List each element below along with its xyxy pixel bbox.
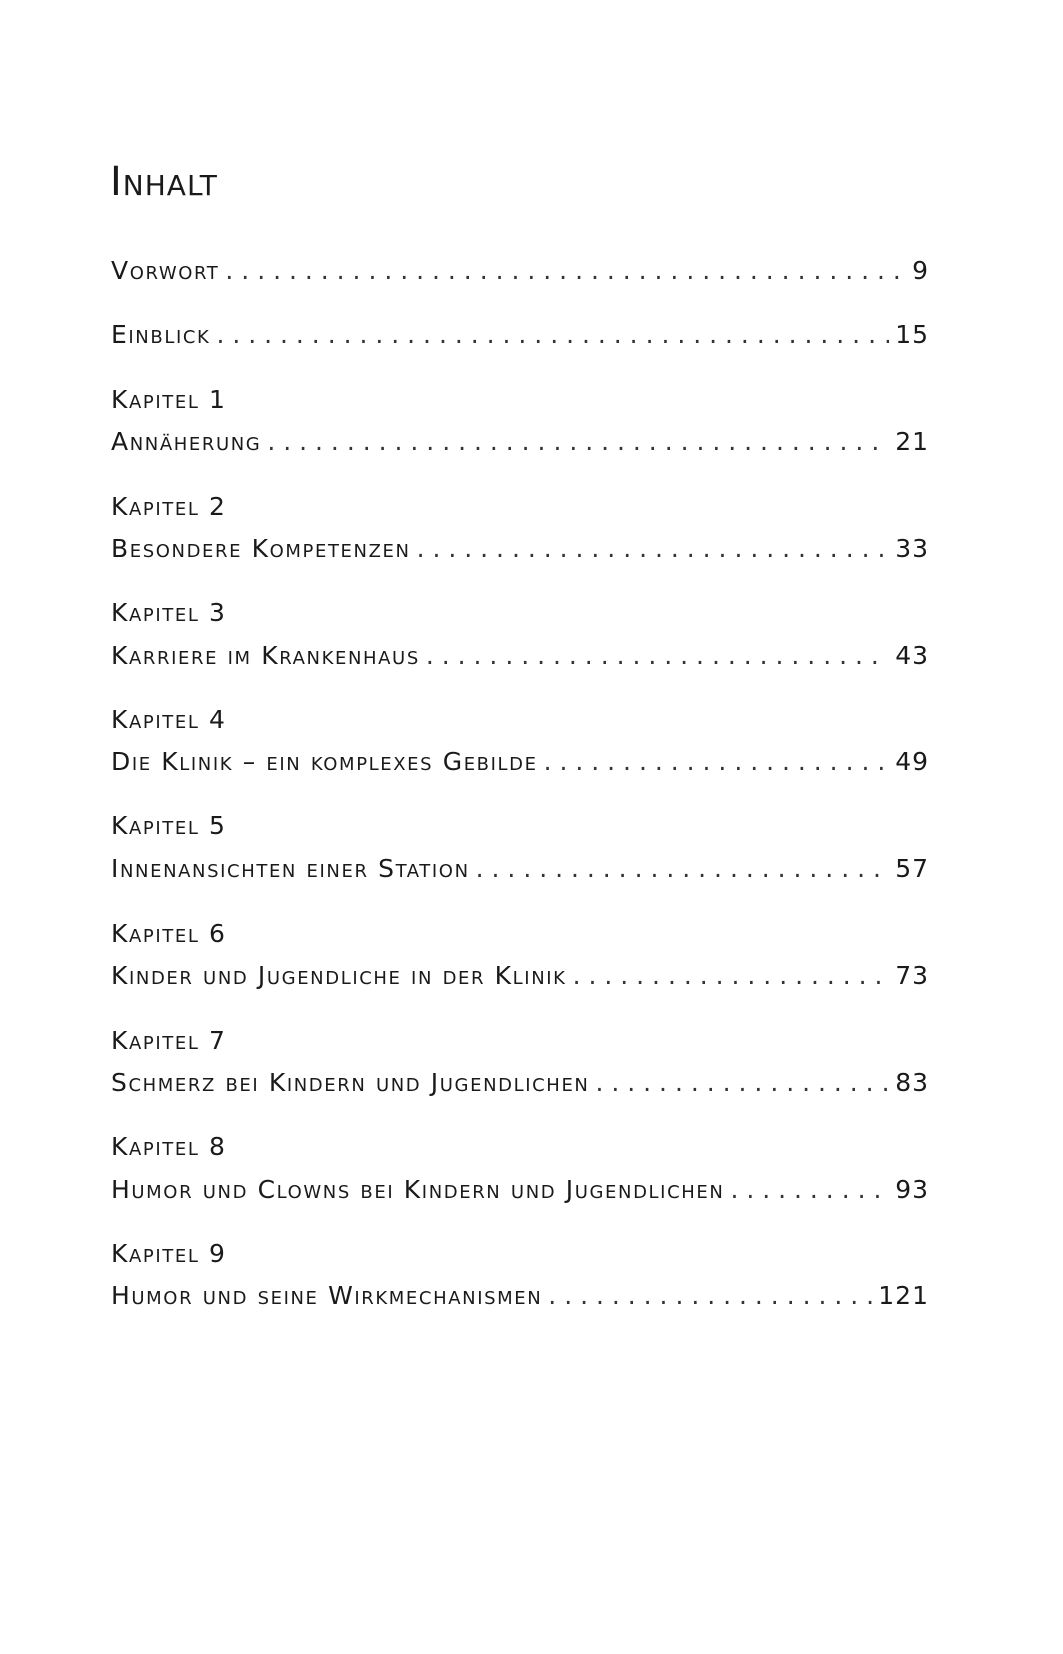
chapter-heading-6: Kapitel 6 [111,919,227,948]
toc-entry-chapter-1[interactable] [111,425,929,459]
dot-leader [426,639,889,673]
toc-entry-chapter-8[interactable] [111,1173,929,1207]
toc-entry-chapter-9[interactable] [111,1279,929,1313]
dot-leader [267,425,889,459]
toc-page-number: 33 [895,534,929,563]
chapter-heading-9: Kapitel 9 [111,1239,227,1268]
toc-page-number: 121 [878,1281,929,1310]
toc-entry-label: Innenansichten einer Station [111,854,470,883]
chapter-heading-1: Kapitel 1 [111,385,227,414]
chapter-heading-3: Kapitel 3 [111,598,227,627]
dot-leader [730,1173,889,1207]
toc-entry-chapter-6[interactable] [111,959,929,993]
toc-entry-vorwort[interactable] [111,254,929,288]
toc-page-number: 73 [895,961,929,990]
toc-entry-chapter-2[interactable] [111,532,929,566]
toc-page-number: 43 [895,641,929,670]
toc-entry-chapter-4[interactable] [111,745,929,779]
toc-entry-label: Humor und seine Wirkmechanismen [111,1281,543,1310]
dot-leader [573,959,890,993]
dot-leader [548,1279,872,1313]
dot-leader [216,318,889,352]
toc-entry-label: Karriere im Krankenhaus [111,641,420,670]
toc-entry-label: Vorwort [111,256,220,285]
toc-entry-label: Einblick [111,320,211,349]
chapter-heading-8: Kapitel 8 [111,1132,227,1161]
page-title: Inhalt [110,159,218,205]
dot-leader [225,254,906,288]
chapter-heading-4: Kapitel 4 [111,705,227,734]
toc-page-number: 21 [895,427,929,456]
toc-entry-einblick[interactable] [111,318,929,352]
dot-leader [417,532,890,566]
chapter-heading-5: Kapitel 5 [111,811,227,840]
toc-entry-label: Besondere Kompetenzen [111,534,411,563]
toc-page-number: 93 [895,1175,929,1204]
toc-entry-label: Schmerz bei Kindern und Jugendlichen [111,1068,590,1097]
toc-page-number: 15 [895,320,929,349]
toc-entry-chapter-5[interactable] [111,852,929,886]
chapter-heading-7: Kapitel 7 [111,1026,227,1055]
chapter-heading-2: Kapitel 2 [111,492,227,521]
toc-entry-chapter-7[interactable] [111,1066,929,1100]
toc-page-number: 83 [895,1068,929,1097]
toc-entry-label: Annäherung [111,427,262,456]
toc-entry-chapter-3[interactable] [111,639,929,673]
toc-page-number: 57 [895,854,929,883]
dot-leader [476,852,890,886]
toc-page-number: 49 [895,747,929,776]
toc-entry-label: Die Klinik – ein komplexes Gebilde [111,747,538,776]
dot-leader [544,745,890,779]
toc-entry-label: Humor und Clowns bei Kindern und Jugendlichen [111,1175,725,1204]
toc-entry-label: Kinder und Jugendliche in der Klinik [111,961,567,990]
dot-leader [595,1066,889,1100]
toc-page-number: 9 [912,256,929,285]
